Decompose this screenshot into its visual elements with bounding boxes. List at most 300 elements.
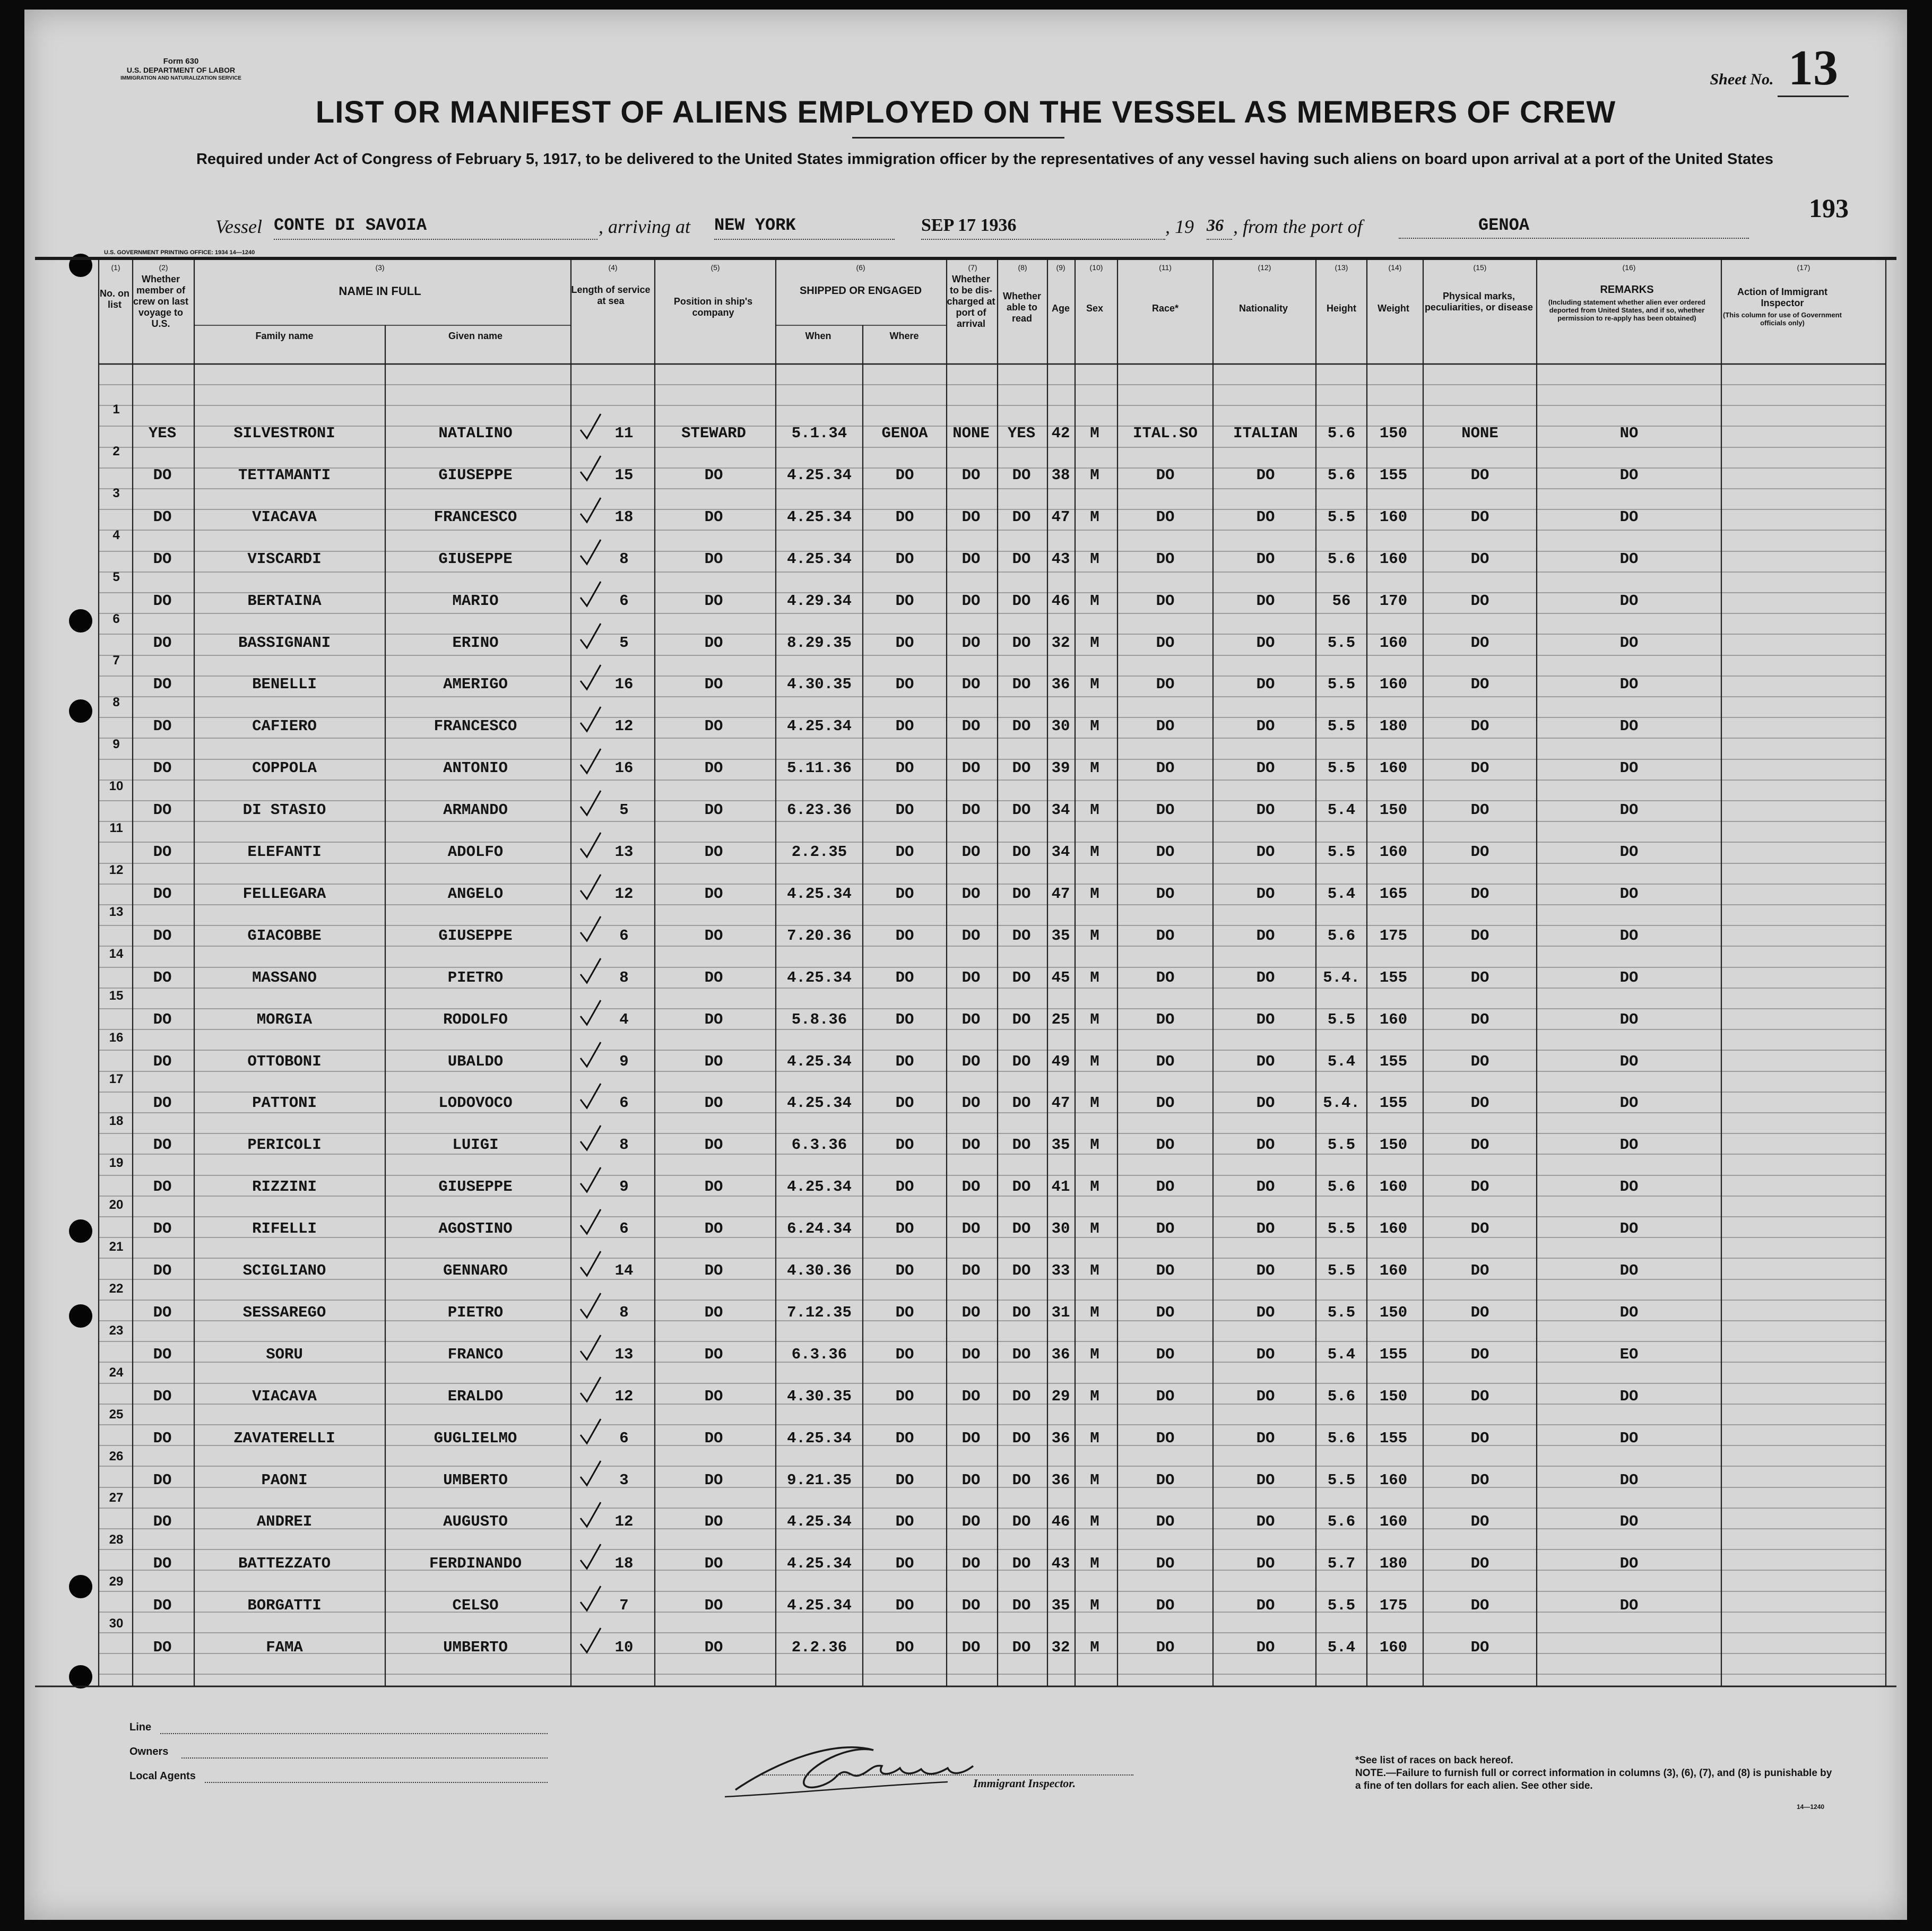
column-number: (7) [968,263,977,272]
cell-nationality: DO [1256,1053,1275,1070]
document-subtitle: Required under Act of Congress of February 5, 1917, to be delivered to the United States immigration officer by the representatives of any vessel having such aliens on board upon arrival at a port of the United States [196,151,1774,168]
cell-race: DO [1156,1136,1175,1154]
cell-where: DO [895,1430,914,1447]
cell-family: MORGIA [256,1011,313,1028]
cell-discharged: DO [961,1262,981,1279]
cell-discharged: DO [961,1346,981,1363]
cell-where: DO [895,1471,914,1489]
cell-service: 9 [619,1178,629,1196]
cell-given: RODOLFO [443,1011,508,1028]
cell-read: DO [1012,1346,1031,1363]
cell-crew: DO [153,1597,172,1614]
cell-service: 6 [619,1094,629,1112]
cell-physical: DO [1470,508,1489,526]
cell-service: 4 [619,1011,629,1028]
cell-sex: M [1090,1262,1099,1279]
cell-remarks: DO [1619,885,1639,903]
cell-age: 43 [1051,1555,1070,1572]
cell-age: 25 [1051,1011,1070,1028]
cell-when: 4.25.34 [787,1597,852,1614]
row-number: 7 [112,653,120,668]
cell-given: CELSO [452,1597,499,1614]
column-number: (2) [159,263,168,272]
cell-remarks: DO [1619,1094,1639,1112]
cell-crew: DO [153,1430,172,1447]
cell-read: DO [1012,634,1031,652]
cell-position: DO [704,1262,723,1279]
cell-when: 8.29.35 [787,634,852,652]
cell-when: 4.25.34 [787,717,852,735]
header-position: Position in ship's company [673,296,753,318]
check-mark [581,624,601,648]
column-number: (10) [1089,263,1103,272]
cell-age: 47 [1051,508,1070,526]
cell-physical: DO [1470,927,1489,945]
cell-height: 5.6 [1327,425,1356,442]
cell-crew: DO [153,843,172,861]
cell-when: 4.25.34 [787,885,852,903]
cell-family: SORU [266,1346,303,1363]
check-mark [581,916,601,941]
cell-age: 34 [1051,801,1070,819]
stamped-number: 193 [1809,193,1849,223]
cell-nationality: DO [1256,1094,1275,1112]
cell-sex: M [1090,1178,1099,1196]
column-number: (5) [711,263,720,272]
cell-height: 5.5 [1327,1471,1356,1489]
cell-crew: DO [153,508,172,526]
header-no: No. on list [100,288,129,310]
cell-race: DO [1156,1304,1175,1321]
check-mark [581,1335,601,1360]
sheet-number: 13 [1778,40,1849,97]
cell-crew: DO [153,759,172,777]
cell-crew: DO [153,466,172,484]
cell-nationality: DO [1256,1220,1275,1237]
cell-physical: DO [1470,1094,1489,1112]
cell-height: 5.6 [1327,466,1356,484]
cell-race: DO [1156,801,1175,819]
cell-read: DO [1012,508,1031,526]
column-number: (12) [1258,263,1271,272]
cell-age: 33 [1051,1262,1070,1279]
cell-sex: M [1090,1471,1099,1489]
check-mark [581,1419,601,1443]
column-number: (15) [1473,263,1487,272]
cell-age: 47 [1051,1094,1070,1112]
cell-weight: 160 [1379,759,1408,777]
cell-where: DO [895,466,914,484]
cell-physical: DO [1470,1388,1489,1405]
cell-remarks: DO [1619,969,1639,986]
cell-service: 14 [614,1262,634,1279]
cell-family: ZAVATERELLI [233,1430,335,1447]
row-number: 29 [109,1574,124,1589]
check-mark [581,1084,601,1108]
cell-crew: DO [153,927,172,945]
footer-owners-label: Owners [129,1746,169,1757]
header-height: Height [1327,303,1356,314]
cell-where: DO [895,1388,914,1405]
header-remarks-note: (Including statement whether alien ever ordered deported from United States, and if so, whether permission to re-apply has been obtained) [1548,298,1706,322]
cell-remarks: DO [1619,508,1639,526]
cell-age: 31 [1051,1304,1070,1321]
column-number: (6) [856,263,865,272]
cell-age: 43 [1051,550,1070,568]
cell-service: 6 [619,1430,629,1447]
cell-physical: DO [1470,1597,1489,1614]
cell-race: DO [1156,508,1175,526]
check-mark [581,1586,601,1610]
cell-family: TETTAMANTI [238,466,331,484]
cell-age: 38 [1051,466,1070,484]
cell-read: DO [1012,1639,1031,1656]
cell-read: DO [1012,1220,1031,1237]
note-races: *See list of races on back hereof. [1355,1755,1513,1766]
cell-service: 15 [614,466,634,484]
cell-crew: DO [153,1262,172,1279]
row-number: 30 [109,1616,124,1631]
check-mark [581,1628,601,1652]
cell-service: 6 [619,1220,629,1237]
cell-nationality: DO [1256,969,1275,986]
header-weight: Weight [1377,303,1409,314]
cell-family: PAONI [261,1471,308,1489]
cell-remarks: DO [1619,1178,1639,1196]
cell-when: 4.30.36 [787,1262,852,1279]
cell-where: DO [895,1513,914,1530]
cell-age: 30 [1051,1220,1070,1237]
column-number: (4) [608,263,618,272]
cell-nationality: DO [1256,1304,1275,1321]
cell-when: 4.29.34 [787,592,852,610]
cell-crew: DO [153,1094,172,1112]
cell-service: 9 [619,1053,629,1070]
cell-position: DO [704,1430,723,1447]
check-mark [581,791,601,815]
cell-discharged: DO [961,1304,981,1321]
cell-physical: DO [1470,801,1489,819]
cell-remarks: DO [1619,1471,1639,1489]
check-mark [581,665,601,689]
cell-discharged: DO [961,843,981,861]
cell-height: 5.6 [1327,1388,1356,1405]
cell-race: DO [1156,1430,1175,1447]
cell-nationality: DO [1256,1388,1275,1405]
row-number: 3 [112,486,120,500]
cell-given: ARMANDO [443,801,508,819]
cell-when: 4.30.35 [787,1388,852,1405]
column-number: (13) [1335,263,1348,272]
check-mark [581,1251,601,1276]
cell-where: DO [895,508,914,526]
cell-age: 46 [1051,592,1070,610]
cell-read: DO [1012,550,1031,568]
cell-discharged: DO [961,1597,981,1614]
cell-age: 36 [1051,676,1070,693]
cell-given: GIUSEPPE [438,1178,513,1196]
cell-race: DO [1156,592,1175,610]
cell-given: FRANCESCO [434,508,517,526]
cell-height: 5.5 [1327,508,1356,526]
cell-remarks: DO [1619,1220,1639,1237]
cell-race: DO [1156,1597,1175,1614]
header-physical: Physical marks, peculiarities, or disease [1424,291,1534,313]
cell-read: DO [1012,1262,1031,1279]
cell-age: 42 [1051,425,1070,442]
form-code: 14—1240 [1797,1803,1825,1811]
cell-where: DO [895,1304,914,1321]
cell-crew: DO [153,969,172,986]
column-number: (9) [1056,263,1065,272]
cell-family: SILVESTRONI [233,425,335,442]
cell-given: AUGUSTO [443,1513,508,1530]
cell-physical: DO [1470,550,1489,568]
cell-service: 3 [619,1471,629,1489]
row-number: 20 [109,1198,124,1212]
cell-remarks: DO [1619,676,1639,693]
cell-family: VISCARDI [247,550,322,568]
cell-family: BORGATTI [247,1597,322,1614]
cell-physical: DO [1470,634,1489,652]
cell-physical: DO [1470,1011,1489,1028]
cell-where: DO [895,1346,914,1363]
cell-read: DO [1012,1304,1031,1321]
cell-nationality: DO [1256,550,1275,568]
cell-position: DO [704,1304,723,1321]
check-mark [581,1042,601,1067]
cell-when: 5.8.36 [791,1011,847,1028]
cell-when: 2.2.35 [791,843,847,861]
cell-family: PERICOLI [247,1136,322,1154]
cell-height: 5.5 [1327,717,1356,735]
cell-height: 5.6 [1327,1430,1356,1447]
cell-discharged: DO [961,1094,981,1112]
cell-weight: 160 [1379,550,1408,568]
cell-weight: 160 [1379,634,1408,652]
cell-age: 49 [1051,1053,1070,1070]
row-number: 23 [109,1323,124,1338]
cell-race: DO [1156,1471,1175,1489]
check-mark [581,1544,601,1569]
cell-age: 39 [1051,759,1070,777]
cell-given: LUIGI [452,1136,499,1154]
cell-position: DO [704,1388,723,1405]
cell-discharged: NONE [952,425,990,442]
cell-family: BERTAINA [247,592,322,610]
cell-read: DO [1012,1053,1031,1070]
header-length-service: Length of service at sea [571,284,651,306]
cell-where: DO [895,717,914,735]
row-number: 24 [109,1365,124,1380]
cell-discharged: DO [961,1555,981,1572]
cell-given: GIUSEPPE [438,550,513,568]
cell-remarks: DO [1619,1555,1639,1572]
cell-sex: M [1090,1430,1099,1447]
cell-weight: 180 [1379,1555,1408,1572]
cell-race: DO [1156,927,1175,945]
cell-when: 4.30.35 [787,676,852,693]
cell-race: DO [1156,466,1175,484]
signature-label: Immigrant Inspector. [973,1777,1076,1790]
row-number: 21 [109,1240,124,1254]
check-mark [581,707,601,731]
cell-position: DO [704,1053,723,1070]
cell-read: DO [1012,1136,1031,1154]
cell-nationality: DO [1256,592,1275,610]
cell-read: DO [1012,969,1031,986]
cell-given: GENNARO [443,1262,508,1279]
cell-discharged: DO [961,1388,981,1405]
cell-service: 12 [614,717,634,735]
cell-when: 5.1.34 [791,425,847,442]
cell-where: DO [895,969,914,986]
cell-nationality: DO [1256,1346,1275,1363]
cell-race: DO [1156,1094,1175,1112]
cell-nationality: DO [1256,759,1275,777]
cell-where: DO [895,927,914,945]
cell-age: 36 [1051,1471,1070,1489]
cell-crew: DO [153,801,172,819]
cell-family: SESSAREGO [242,1304,326,1321]
cell-when: 2.2.36 [791,1639,847,1656]
inspector-signature [714,1729,990,1803]
cell-position: DO [704,1555,723,1572]
cell-sex: M [1090,1094,1099,1112]
cell-race: DO [1156,1262,1175,1279]
column-number: (16) [1622,263,1636,272]
cell-where: DO [895,1262,914,1279]
cell-read: DO [1012,1011,1031,1028]
row-number: 9 [112,737,120,751]
cell-remarks: DO [1619,843,1639,861]
cell-given: ERALDO [447,1388,504,1405]
cell-height: 5.6 [1327,1178,1356,1196]
cell-race: DO [1156,1178,1175,1196]
check-mark [581,749,601,773]
cell-remarks: DO [1619,759,1639,777]
check-mark [581,1377,601,1401]
row-number: 17 [109,1072,124,1086]
cell-sex: M [1090,592,1099,610]
cell-sex: M [1090,1053,1099,1070]
cell-physical: DO [1470,1304,1489,1321]
cell-given: GIUSEPPE [438,927,513,945]
cell-sex: M [1090,1346,1099,1363]
cell-age: 36 [1051,1430,1070,1447]
cell-service: 12 [614,885,634,903]
cell-race: DO [1156,1011,1175,1028]
cell-read: DO [1012,1513,1031,1530]
header-crew-member: Whether member of crew on last voyage to U.S. [133,274,189,329]
cell-race: DO [1156,1513,1175,1530]
cell-position: DO [704,1513,723,1530]
cell-sex: M [1090,1388,1099,1405]
check-mark [581,874,601,899]
cell-given: FERDINANDO [429,1555,522,1572]
cell-height: 5.5 [1327,1597,1356,1614]
cell-given: UMBERTO [443,1639,508,1656]
cell-remarks: DO [1619,927,1639,945]
cell-service: 5 [619,801,629,819]
row-number: 19 [109,1156,124,1170]
cell-given: ANTONIO [443,759,508,777]
cell-race: DO [1156,759,1175,777]
cell-given: ANGELO [447,885,504,903]
cell-family: CAFIERO [252,717,317,735]
cell-sex: M [1090,1513,1099,1530]
header-race: Race* [1151,303,1179,314]
cell-when: 9.21.35 [787,1471,852,1489]
cell-physical: DO [1470,1639,1489,1656]
cell-sex: M [1090,927,1099,945]
cell-crew: DO [153,717,172,735]
cell-age: 35 [1051,1136,1070,1154]
cell-age: 32 [1051,634,1070,652]
check-mark [581,1000,601,1025]
cell-crew: DO [153,1053,172,1070]
cell-nationality: DO [1256,885,1275,903]
cell-nationality: DO [1256,1513,1275,1530]
footer-note [1355,1754,1833,1793]
cell-service: 10 [614,1639,634,1656]
cell-nationality: DO [1256,1639,1275,1656]
cell-race: DO [1156,634,1175,652]
document-title: LIST OR MANIFEST OF ALIENS EMPLOYED ON THE VESSEL AS MEMBERS OF CREW [315,95,1616,129]
row-number: 2 [112,444,120,458]
cell-crew: YES [148,425,177,442]
cell-service: 8 [619,969,629,986]
cell-sex: M [1090,759,1099,777]
row-number: 14 [109,947,124,961]
cell-weight: 150 [1379,425,1408,442]
column-number: (11) [1159,263,1172,272]
cell-when: 6.23.36 [787,801,852,819]
cell-read: DO [1012,717,1031,735]
cell-weight: 155 [1379,1094,1408,1112]
cell-discharged: DO [961,1220,981,1237]
cell-service: 8 [619,550,629,568]
cell-position: DO [704,1220,723,1237]
cell-crew: DO [153,1304,172,1321]
cell-nationality: DO [1256,843,1275,861]
cell-race: DO [1156,1220,1175,1237]
cell-discharged: DO [961,1011,981,1028]
column-number: (17) [1797,263,1810,272]
cell-remarks: DO [1619,1053,1639,1070]
row-number: 8 [112,695,120,709]
cell-service: 6 [619,592,629,610]
cell-nationality: DO [1256,801,1275,819]
cell-discharged: DO [961,592,981,610]
cell-height: 5.5 [1327,1262,1356,1279]
arrival-date-stamp: SEP 17 1936 [921,215,1165,240]
cell-nationality: DO [1256,1178,1275,1196]
cell-remarks: DO [1619,1597,1639,1614]
cell-service: 13 [614,843,634,861]
cell-sex: M [1090,717,1099,735]
cell-height: 5.5 [1327,1304,1356,1321]
cell-given: PIETRO [447,1304,504,1321]
cell-where: DO [895,634,914,652]
row-number: 22 [109,1281,124,1296]
cell-age: 35 [1051,1597,1070,1614]
header-where: Where [889,331,919,341]
cell-weight: 155 [1379,1430,1408,1447]
cell-nationality: DO [1256,717,1275,735]
row-number: 12 [109,863,124,877]
cell-weight: 160 [1379,1011,1408,1028]
